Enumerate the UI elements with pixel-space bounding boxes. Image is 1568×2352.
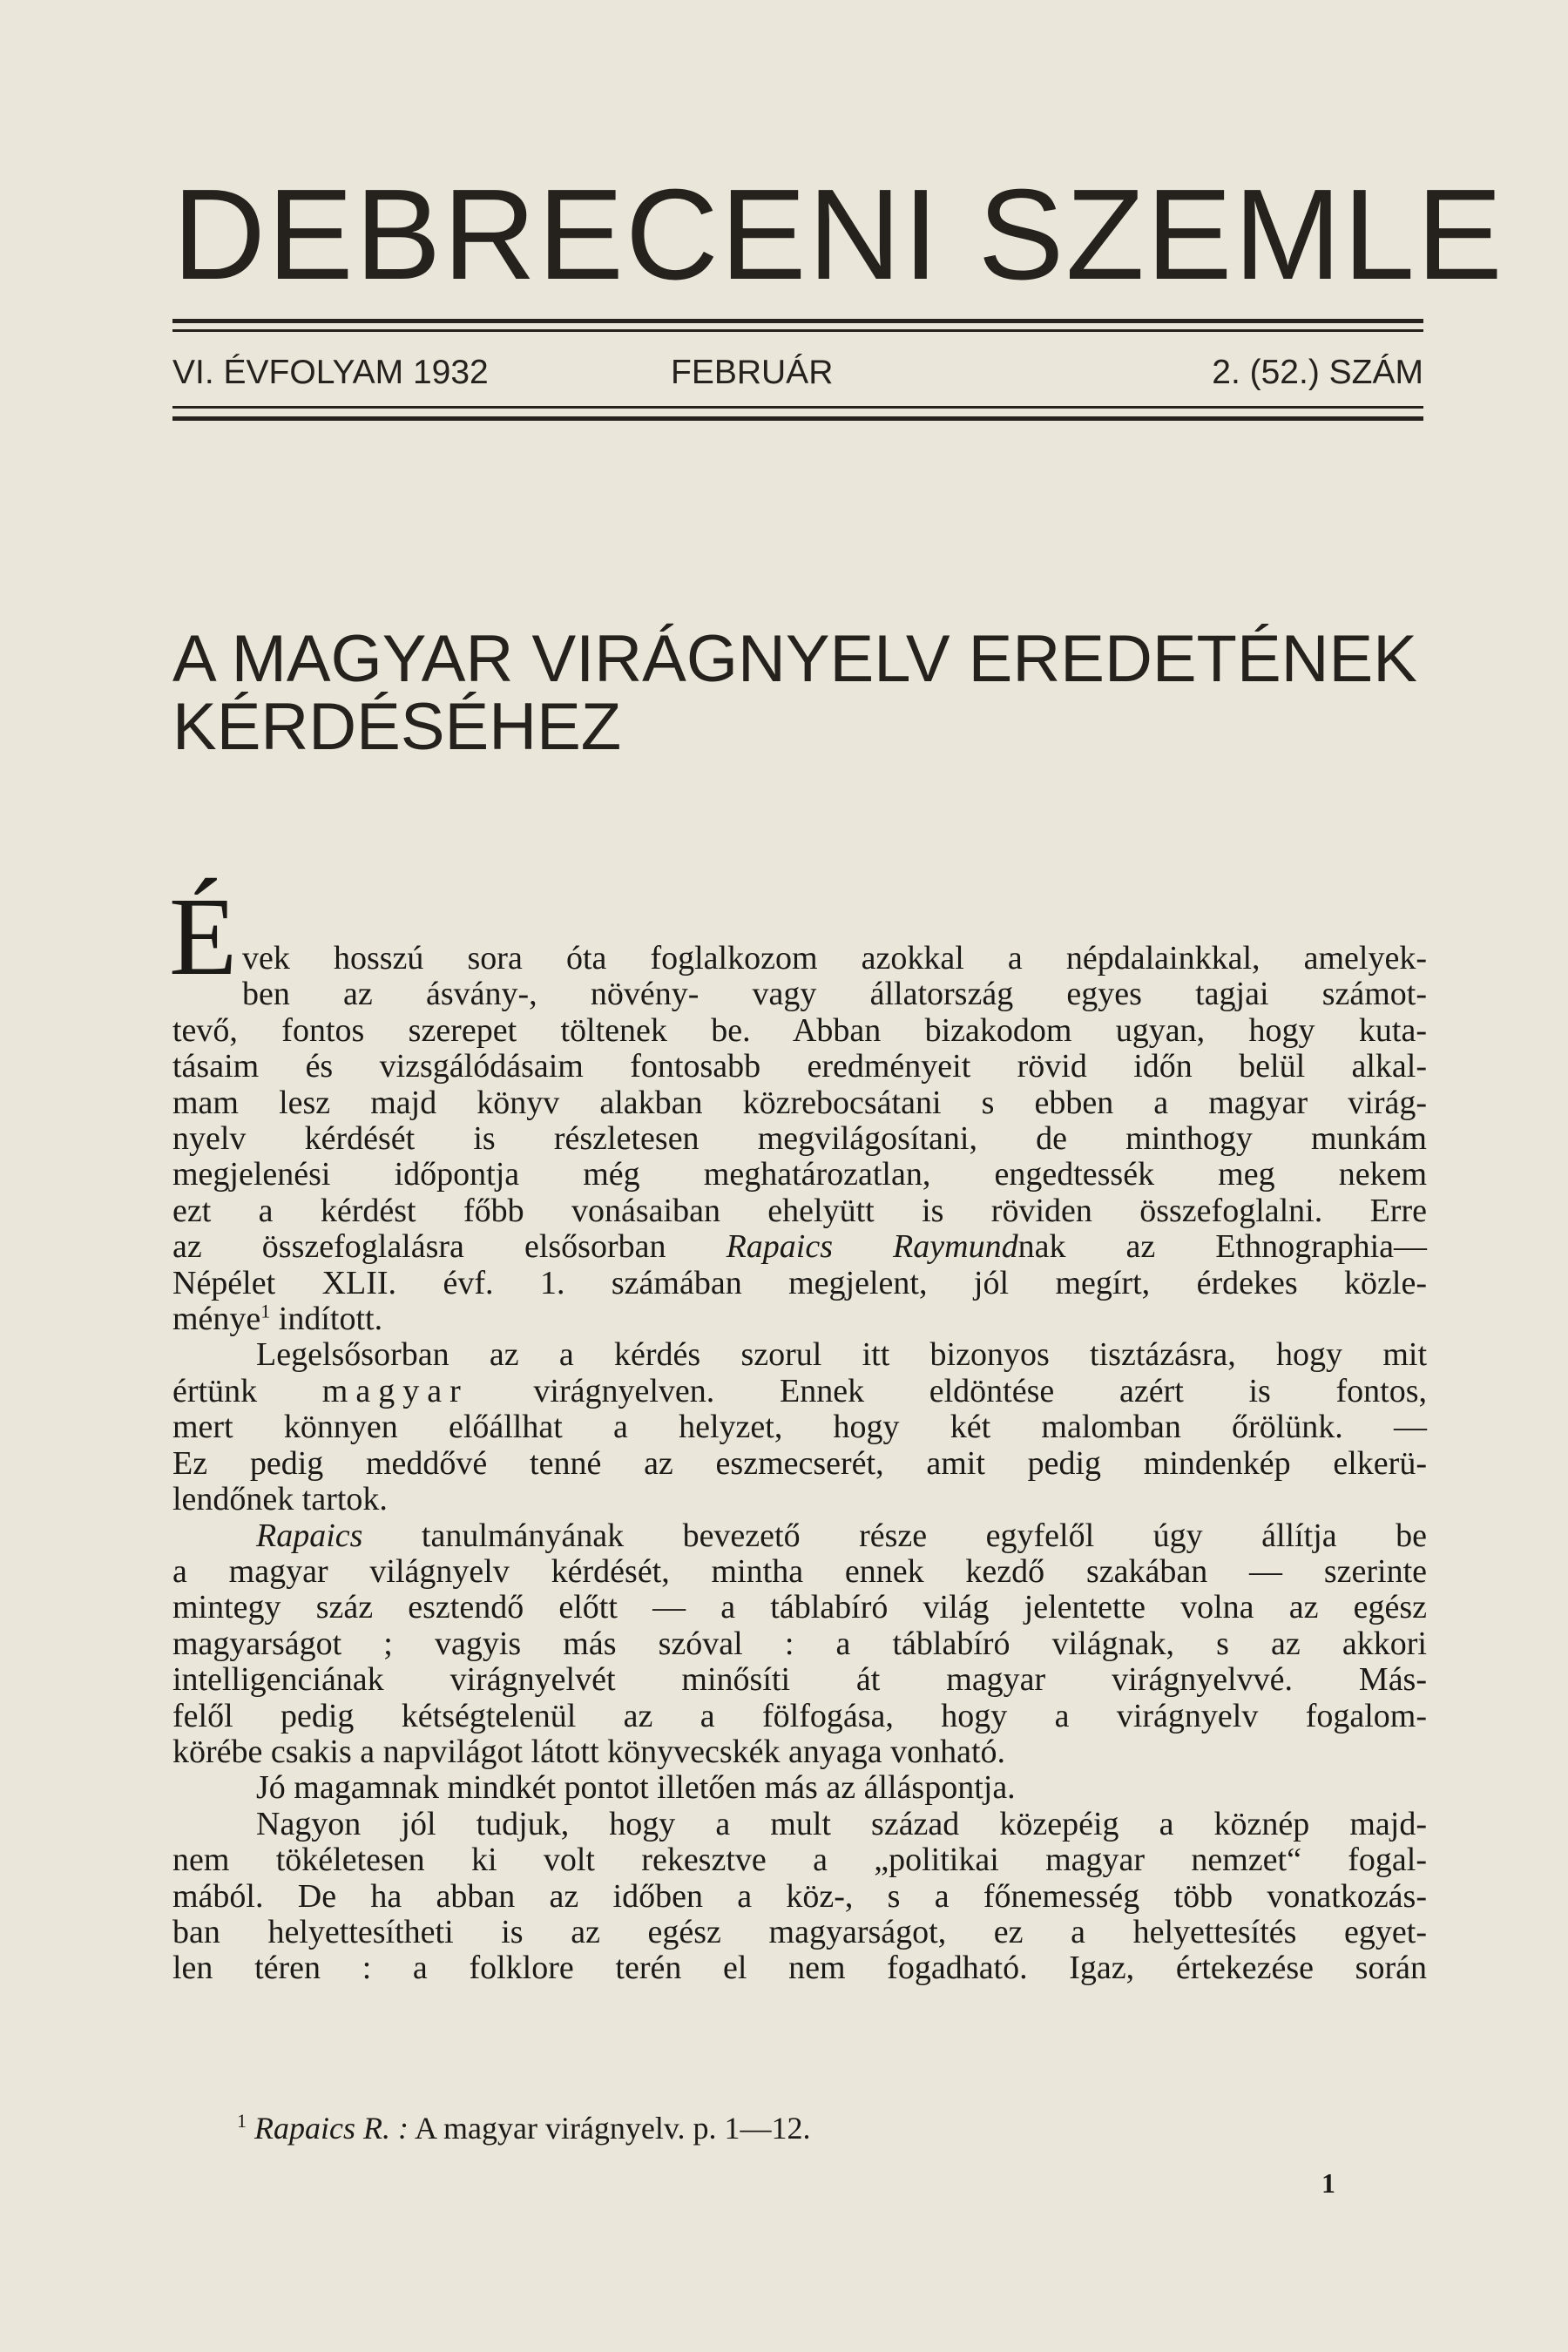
text-line: ezt a kérdést főbb vonásaiban ehelyütt is röviden összefoglalni. Erre <box>172 1192 1427 1229</box>
author-name: Rapaics <box>256 1517 363 1554</box>
text-line: nem tökéletesen ki volt rekesztve a „politikai magyar nemzet“ fogal- <box>172 1842 1427 1879</box>
journal-title: DEBRECENI SZEMLE <box>172 163 1504 307</box>
text-line <box>172 1374 1427 1409</box>
text-line <box>172 1301 1427 1337</box>
text-line: mert könnyen előállhat a helyzet, hogy két malomban őrölünk. — <box>172 1409 1427 1446</box>
text-run: indított. <box>270 1301 383 1338</box>
page-number: 1 <box>1321 2167 1335 2199</box>
masthead-rule-bottom-thin <box>172 406 1423 409</box>
volume-year: VI. ÉVFOLYAM 1932 <box>172 354 489 391</box>
text-run: nak az Ethnographia— <box>1017 1228 1428 1266</box>
text-line: mából. De ha abban az időben a köz-, s a főnemesség több vonatkozás- <box>172 1877 1427 1915</box>
issue-line <box>172 347 1423 399</box>
text-line: Jó magamnak mindkét pontot illetően más az álláspontja. <box>256 1769 1016 1807</box>
text-line: tásaim és vizsgálódásaim fontosabb eredményeit rövid időn belül alkal- <box>172 1048 1427 1085</box>
issue-month: FEBRUÁR <box>671 354 834 391</box>
article-title-line: KÉRDÉSÉHEZ <box>172 690 622 764</box>
text-line: nyelv kérdését is részletesen megvilágosítani, de minthogy munkám <box>172 1120 1427 1158</box>
text-line <box>172 1229 1427 1265</box>
text-run: ménye <box>172 1301 261 1338</box>
text-run: virágnyelven. Ennek eldöntése azért is fontos, <box>468 1372 1428 1409</box>
text-line <box>172 1518 1427 1554</box>
text-line: megjelenési időpontja még meghatározatlan, engedtessék meg nekem <box>172 1156 1427 1193</box>
text-line: ban helyettesítheti is az egész magyarságot, ez a helyettesítés egyet- <box>172 1913 1427 1950</box>
text-run: az összefoglalásra elsősorban <box>172 1228 727 1266</box>
paragraph-1 <box>172 941 1427 1987</box>
issue-number: 2. (52.) SZÁM <box>1212 354 1423 391</box>
text-line: lendőnek tartok. <box>172 1481 388 1518</box>
author-name: Rapaics Raymund <box>726 1228 1018 1266</box>
text-line: Népélet XLII. évf. 1. számában megjelent, jól megírt, érdekes közle- <box>172 1264 1427 1301</box>
footnote-number: 1 <box>237 2110 247 2132</box>
masthead-rule-bottom <box>172 416 1423 421</box>
text-line: mintegy száz esztendő előtt — a táblabíró világ jelentette volna az egész <box>172 1589 1427 1626</box>
spaced-word: magyar <box>321 1372 469 1409</box>
article-title-line: A MAGYAR VIRÁGNYELV EREDETÉNEK <box>172 622 1417 696</box>
text-line: magyarságot ; vagyis más szóval : a táblabíró világnak, s az akkori <box>172 1625 1427 1662</box>
drop-cap: É <box>169 875 238 998</box>
footnote-ref: 1 <box>260 1300 271 1322</box>
footnote-author: Rapaics R. : <box>254 2111 409 2146</box>
text-line: ben az ásvány-, növény- vagy állatország egyes tagjai számot- <box>242 976 1427 1013</box>
text-line: a magyar világnyelv kérdését, mintha ennek kezdő szakában — szerinte <box>172 1552 1427 1590</box>
footnote-text: A magyar virágnyelv. p. 1—12. <box>408 2111 811 2146</box>
text-run: értünk <box>172 1372 322 1409</box>
text-line: Legelsősorban az a kérdés szorul itt bizonyos tisztázásra, hogy mit <box>256 1336 1427 1374</box>
text-line: len téren : a folklore terén el nem fogadható. Igaz, értekezése során <box>172 1950 1427 1987</box>
text-line: Nagyon jól tudjuk, hogy a mult század közepéig a köznép majd- <box>256 1805 1427 1842</box>
text-line: intelligenciának virágnyelvét minősíti át magyar virágnyelvvé. Más- <box>172 1661 1427 1699</box>
footnote <box>237 2110 811 2146</box>
text-line: felől pedig kétségtelenül az a fölfogása, hogy a virágnyelv fogalom- <box>172 1697 1427 1734</box>
text-line: mam lesz majd könyv alakban közrebocsátani s ebben a magyar virág- <box>172 1084 1427 1121</box>
article-title <box>172 622 1436 764</box>
text-run: tanulmányának bevezető része egyfelől úgy állítja be <box>362 1517 1427 1554</box>
text-line: tevő, fontos szerepet töltenek be. Abban bizakodom ugyan, hogy kuta- <box>172 1011 1427 1049</box>
text-line: Ez pedig meddővé tenné az eszmecserét, amit pedig mindenkép elkerü- <box>172 1444 1427 1482</box>
text-line: körébe csakis a napvilágot látott könyvecskék anyaga vonható. <box>172 1733 1006 1770</box>
text-line: vek hosszú sora óta foglalkozom azokkal a népdalainkkal, amelyek- <box>242 940 1427 977</box>
masthead-rule-top-thin <box>172 329 1423 332</box>
masthead-rule-top <box>172 319 1423 323</box>
